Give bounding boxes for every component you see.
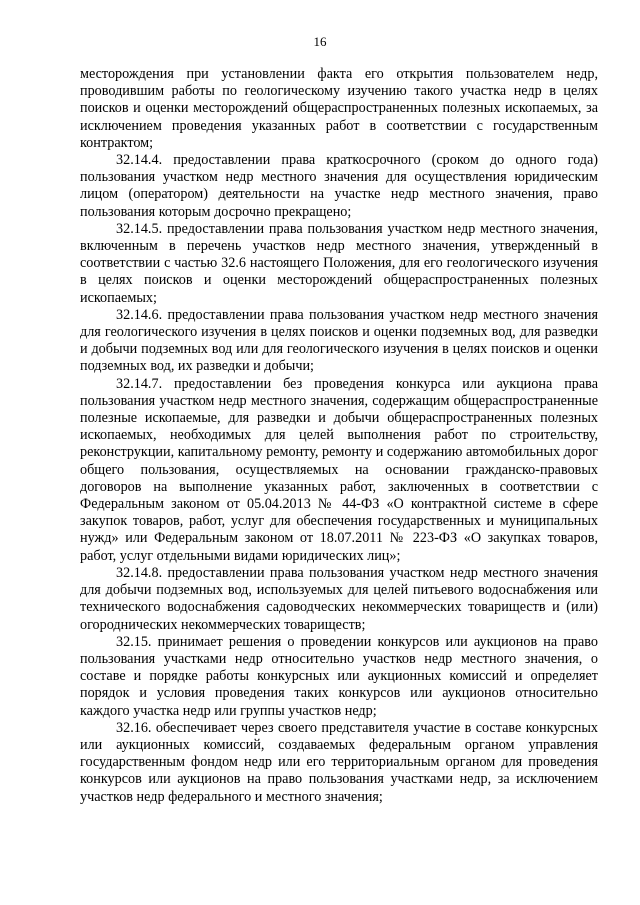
paragraph-32-14-4: 32.14.4. предоставлении права краткосрочного (сроком до одного года) пользования участком недр местного значения для осуществления юридическим лицом (оператором) деятельности на участке недр местного значения, право пользования которым досрочно прекращено; — [80, 152, 598, 220]
paragraph-32-15: 32.15. принимает решения о проведении конкурсов или аукционов на право пользования участками недр относительно участков недр местного значения, о составе и порядке работы конкурсных или аукционных комиссий и определяет порядок и условия проведения таких конкурсов или аукционов относительно каждого участка недр или группы участков недр; — [80, 633, 598, 719]
paragraph-32-16: 32.16. обеспечивает через своего представителя участие в составе конкурсных или аукционных комиссий, создаваемых федеральным органом управления государственным фондом недр или его территориальным органом для проведения конкурсов или аукционов на право пользования участками недр, за исключением участков недр федерального и местного значения; — [80, 719, 598, 805]
paragraph-32-14-6: 32.14.6. предоставлении права пользования участком недр местного значения для геологического изучения в целях поисков и оценки подземных вод, для разведки и добычи подземных вод или для геологического изучения в целях поисков и оценки подземных вод, их разведки и добычи; — [80, 306, 598, 375]
paragraph-32-14-7: 32.14.7. предоставлении без проведения конкурса или аукциона права пользования участком недр местного значения, содержащим общераспространенные полезные ископаемые, для разведки и добычи общераспространенных полезных ископаемых, необходимых для целей выполнения работ по строительству, реконструкции, капитальному ремонту, ремонту и содержанию автомобильных дорог общего пользования, осуществляемых на основании гражданско-правовых договоров на выполнение указанных работ, заключенных в соответствии с Федеральным законом от 05.04.2013 № 44-ФЗ «О контрактной системе в сфере закупок товаров, работ, услуг для обеспечения государственных и муниципальных нужд» или Федеральным законом от 18.07.2011 № 223-ФЗ «О закупках товаров, работ, услуг отдельными видами юридических лиц»; — [80, 375, 598, 564]
paragraph-continuation: месторождения при установлении факта его открытия пользователем недр, проводившим работы по геологическому изучению такого участка недр в целях поисков и оценки месторождений общераспространенных полезных ископаемых, за исключением проведения указанных работ в соответствии с государственным контрактом; — [80, 66, 598, 151]
paragraph-32-14-8: 32.14.8. предоставлении права пользования участком недр местного значения для добычи подземных вод, используемых для целей питьевого водоснабжения или технического водоснабжения садоводческих некоммерческих товариществ и (или) огороднических некоммерческих товариществ; — [80, 564, 598, 633]
paragraph-32-14-5: 32.14.5. предоставлении права пользования участком недр местного значения, включенным в перечень участков недр местного значения, утвержденный в соответствии с частью 32.6 настоящего Положения, для его геологического изучения в целях поисков и оценки месторождений общераспространенных полезных ископаемых; — [80, 220, 598, 306]
document-body — [80, 66, 598, 806]
page-number: 16 — [313, 34, 327, 49]
